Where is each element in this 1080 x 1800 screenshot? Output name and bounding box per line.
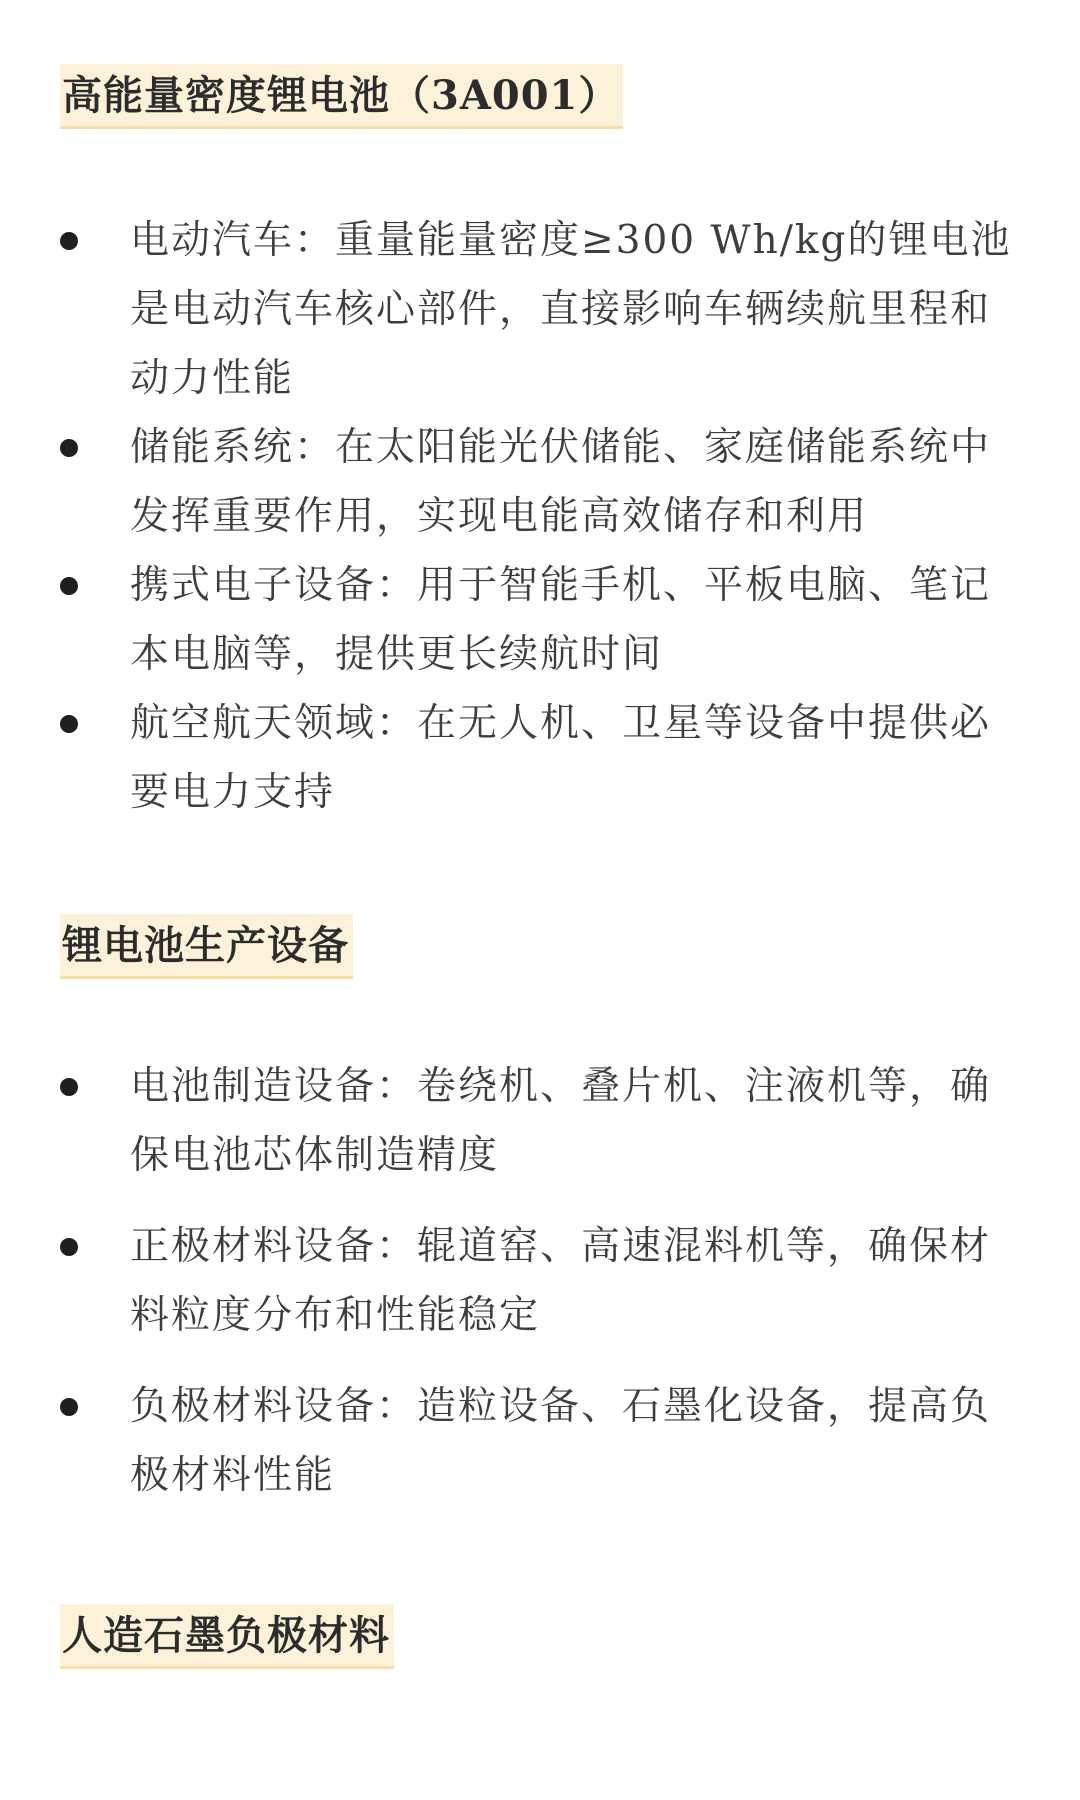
section-production-equipment-list <box>60 1052 1020 1532</box>
bullet-icon <box>60 715 78 733</box>
list-item <box>60 413 1020 551</box>
section-artificial-graphite <box>60 1604 1020 1669</box>
list-item <box>60 1372 1020 1510</box>
list-item <box>60 1052 1020 1190</box>
list-item-text: 航空航天领域：在无人机、卫星等设备中提供必要电力支持 <box>130 701 992 815</box>
bullet-icon <box>60 1238 78 1256</box>
bullet-icon <box>60 232 78 250</box>
section-production-equipment <box>60 914 1020 979</box>
list-item-text: 电动汽车：重量能量密度≥300 Wh/kg的锂电池是电动汽车核心部件，直接影响车辆续航里程和动力性能 <box>130 218 1012 401</box>
bullet-icon <box>60 1078 78 1096</box>
section-heading: 高能量密度锂电池（3A001） <box>60 64 623 129</box>
section-heading: 锂电池生产设备 <box>60 914 353 979</box>
list-item <box>60 551 1020 689</box>
list-item <box>60 1212 1020 1350</box>
section-heading: 人造石墨负极材料 <box>60 1604 394 1669</box>
list-item <box>60 689 1020 827</box>
bullet-icon <box>60 439 78 457</box>
list-item-text: 电池制造设备：卷绕机、叠片机、注液机等，确保电池芯体制造精度 <box>130 1064 992 1178</box>
section-lithium-battery <box>60 64 1020 129</box>
bullet-icon <box>60 1398 78 1416</box>
list-item-text: 正极材料设备：辊道窑、高速混料机等，确保材料粒度分布和性能稳定 <box>130 1224 992 1338</box>
bullet-icon <box>60 577 78 595</box>
list-item-text: 储能系统：在太阳能光伏储能、家庭储能系统中发挥重要作用，实现电能高效储存和利用 <box>130 425 992 539</box>
list-item-text: 携式电子设备：用于智能手机、平板电脑、笔记本电脑等，提供更长续航时间 <box>130 563 992 677</box>
list-item <box>60 206 1020 413</box>
section-lithium-battery-list <box>60 206 1020 827</box>
list-item-text: 负极材料设备：造粒设备、石墨化设备，提高负极材料性能 <box>130 1384 992 1498</box>
